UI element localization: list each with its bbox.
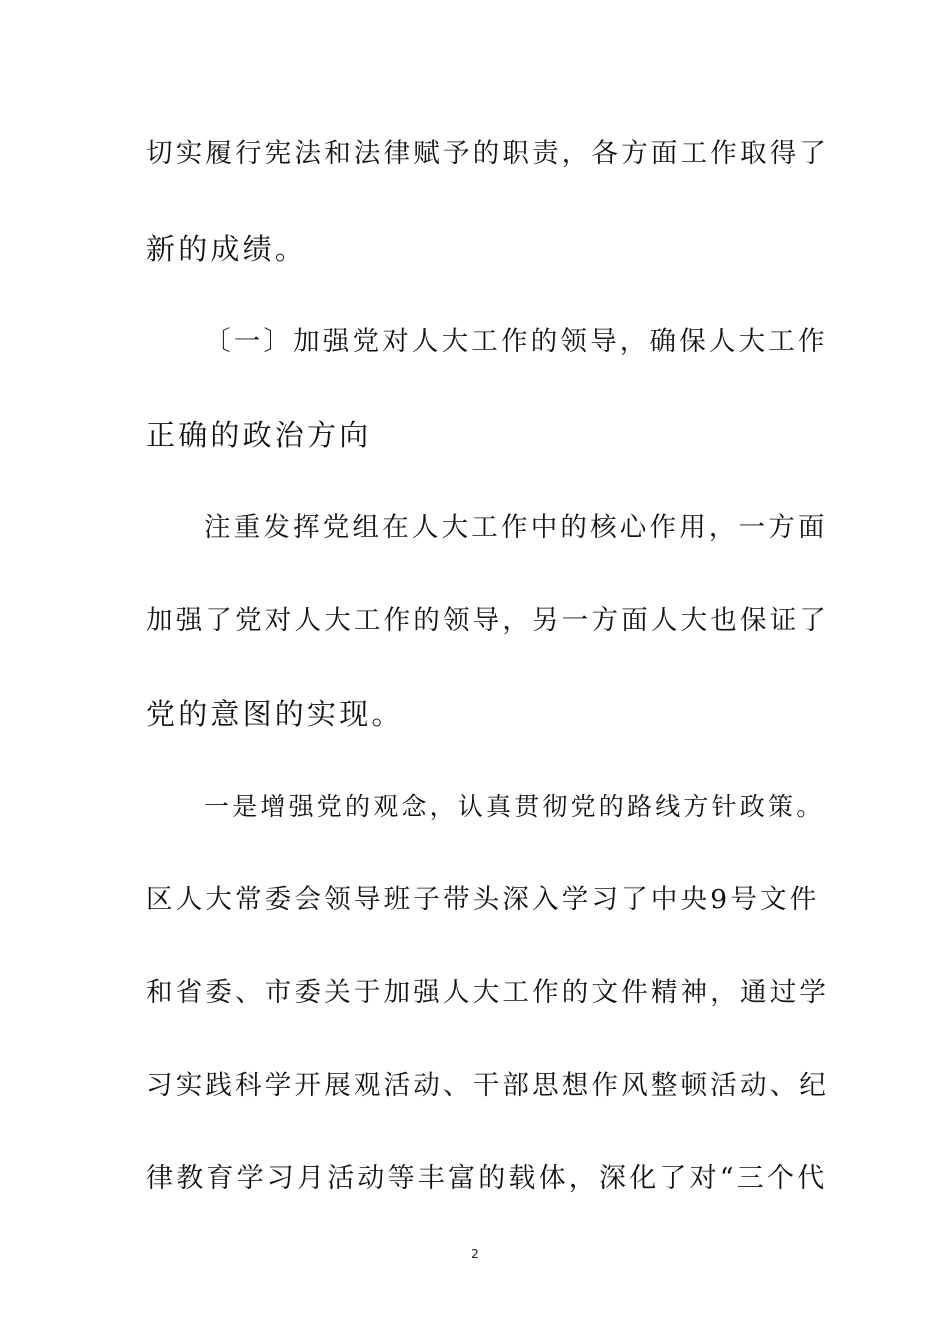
page-number: 2 (471, 1247, 479, 1261)
body-text-line: 律教育学习月活动等丰富的载体，深化了对“三个代 (146, 1163, 828, 1194)
body-text-line: 切实履行宪法和法律赋予的职责，各方面工作取得了 (146, 138, 830, 169)
section-heading-line: 正确的政治方向 (146, 418, 372, 452)
body-text-line: 区人大常委会领导班子带头深入学习了中央9号文件 (146, 884, 820, 915)
body-text-line: 党的意图的实现。 (146, 697, 404, 731)
body-text-line: 加强了党对人大工作的领导，另一方面人大也保证了 (146, 605, 830, 636)
body-text-line: 一是增强党的观念，认真贯彻党的路线方针政策。 (204, 792, 825, 821)
body-text-line: 和省委、市委关于加强人大工作的文件精神，通过学 (146, 977, 830, 1008)
section-heading-line: 〔一〕加强党对人大工作的领导，确保人大工作 (204, 326, 828, 357)
body-text-line: 新的成绩。 (146, 232, 308, 266)
body-text-line: 注重发挥党组在人大工作中的核心作用，一方面 (204, 512, 828, 543)
body-text-line: 习实践科学开展观活动、干部思想作风整顿活动、纪 (146, 1070, 830, 1101)
